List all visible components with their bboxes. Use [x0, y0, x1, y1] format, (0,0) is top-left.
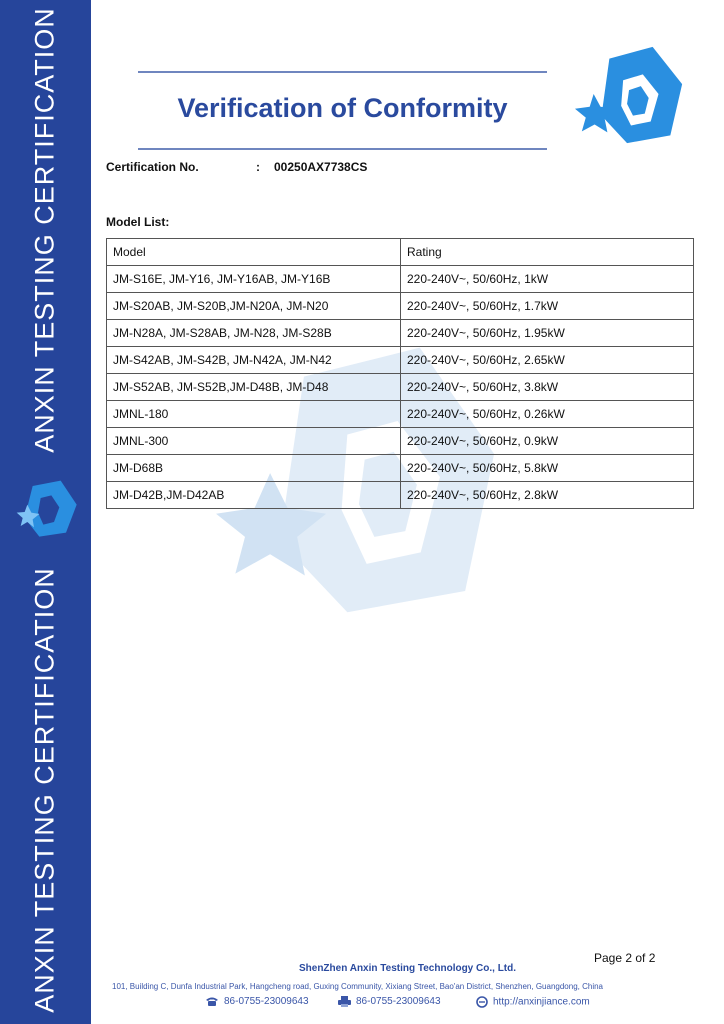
- certification-label: Certification No.: [106, 160, 199, 174]
- title-rule-bottom: [138, 148, 547, 150]
- company-name: ShenZhen Anxin Testing Technology Co., Ltd.: [298, 963, 517, 974]
- title-rule-top: [138, 71, 547, 73]
- table-row: [107, 455, 694, 482]
- sidebar-band: [0, 0, 91, 1024]
- table-header-row: [107, 239, 694, 266]
- rating-cell: 220-240V~, 50/60Hz, 1kW: [401, 266, 694, 293]
- rating-cell: 220-240V~, 50/60Hz, 1.7kW: [401, 293, 694, 320]
- table-row: [107, 374, 694, 401]
- header-model: Model: [107, 239, 401, 266]
- fax-number: 86-0755-23009643: [356, 996, 441, 1008]
- table-row: [107, 401, 694, 428]
- certification-number: 00250AX7738CS: [274, 160, 368, 174]
- table-row: [107, 428, 694, 455]
- table-row: [107, 347, 694, 374]
- model-list-label: Model List:: [106, 215, 170, 229]
- model-cell: JM-S52AB, JM-S52B,JM-D48B, JM-D48: [107, 374, 401, 401]
- table-row: [107, 320, 694, 347]
- contact-phone: [205, 996, 309, 1007]
- rating-cell: 220-240V~, 50/60Hz, 2.65kW: [401, 347, 694, 374]
- table-row: [107, 293, 694, 320]
- model-table: [106, 238, 694, 509]
- certification-separator: :: [256, 160, 260, 174]
- table-row: [107, 266, 694, 293]
- page-title: Verification of Conformity: [177, 93, 508, 123]
- model-cell: JM-S42AB, JM-S42B, JM-N42A, JM-N42: [107, 347, 401, 374]
- phone-number: 86-0755-23009643: [224, 996, 309, 1008]
- header-rating: Rating: [401, 239, 694, 266]
- rating-cell: 220-240V~, 50/60Hz, 3.8kW: [401, 374, 694, 401]
- rating-cell: 220-240V~, 50/60Hz, 0.26kW: [401, 401, 694, 428]
- fax-icon: [338, 996, 351, 1007]
- anxin-logo-icon: [572, 40, 690, 150]
- page-number: Page 2 of 2: [594, 951, 656, 965]
- model-cell: JM-D68B: [107, 455, 401, 482]
- sidebar-text-bottom: ANXIN TESTING CERTIFICATION: [29, 567, 60, 1013]
- website-link: http://anxinjiance.com: [493, 996, 590, 1008]
- rating-cell: 220-240V~, 50/60Hz, 1.95kW: [401, 320, 694, 347]
- sidebar-text-top: ANXIN TESTING CERTIFICATION: [29, 7, 60, 453]
- phone-icon: [205, 996, 219, 1007]
- contact-website: [476, 996, 590, 1008]
- model-cell: JM-S20AB, JM-S20B,JM-N20A, JM-N20: [107, 293, 401, 320]
- contact-fax: [338, 996, 441, 1007]
- model-cell: JMNL-300: [107, 428, 401, 455]
- model-cell: JM-S16E, JM-Y16, JM-Y16AB, JM-Y16B: [107, 266, 401, 293]
- model-cell: JMNL-180: [107, 401, 401, 428]
- web-icon: [476, 996, 488, 1008]
- model-cell: JM-D42B,JM-D42AB: [107, 482, 401, 509]
- rating-cell: 220-240V~, 50/60Hz, 0.9kW: [401, 428, 694, 455]
- table-row: [107, 482, 694, 509]
- rating-cell: 220-240V~, 50/60Hz, 5.8kW: [401, 455, 694, 482]
- sidebar-logo-icon: [12, 478, 80, 538]
- model-cell: JM-N28A, JM-S28AB, JM-N28, JM-S28B: [107, 320, 401, 347]
- company-address: 101, Building C, Dunfa Industrial Park, Hangcheng road, Guxing Community, Xixiang Street, Bao'an District, Shenzhen, Guangdong, China: [112, 982, 603, 991]
- rating-cell: 220-240V~, 50/60Hz, 2.8kW: [401, 482, 694, 509]
